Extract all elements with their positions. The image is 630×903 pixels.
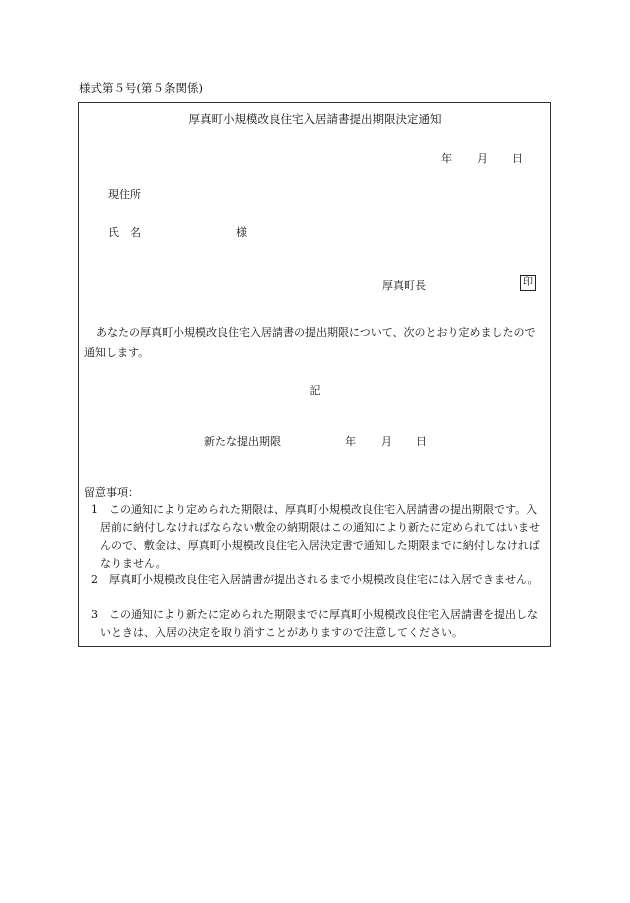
issue-date-day: 日: [512, 152, 523, 165]
notice-body: あなたの厚真町小規模改良住宅入居請書の提出期限について、次のとおり定めましたので通知します。: [84, 326, 536, 359]
seal-mark: 印: [520, 275, 536, 291]
new-deadline-day: 日: [416, 435, 427, 448]
note-item: 2 厚真町小規模改良住宅入居請書が提出されるまで小規模改良住宅には入居できません。: [91, 573, 539, 586]
new-deadline-month: 月: [381, 435, 392, 448]
issuer-title: 厚真町長: [382, 279, 426, 292]
document-title: 厚真町小規模改良住宅入居請書提出期限決定通知: [188, 112, 442, 126]
honorific: 様: [236, 226, 247, 239]
issue-date-month: 月: [477, 152, 488, 165]
address-label: 現住所: [108, 188, 141, 201]
note-item: 1 この通知により定められた期限は、厚真町小規模改良住宅入居請書の提出期限です。入居前に納付しなければならない敷金の納期限はこの通知により新たに定められてはいませんので、敷金は、厚真町小規模改良住宅入居決定書で通知した期限までに納付しなければなりません。: [91, 503, 540, 570]
ki-heading: 記: [309, 384, 321, 397]
note-item: 3 この通知により新たに定められた期限までに厚真町小規模改良住宅入居請書を提出しないときは、入居の決定を取り消すことがありますので注意してください。: [91, 608, 538, 639]
new-deadline-year: 年: [345, 435, 356, 448]
name-label: 氏 名: [108, 226, 141, 239]
form-number-label: 様式第５号(第５条関係): [79, 81, 203, 95]
notes-heading: 留意事項：: [84, 486, 139, 499]
new-deadline-label: 新たな提出期限: [204, 435, 281, 448]
issue-date-year: 年: [441, 152, 452, 165]
